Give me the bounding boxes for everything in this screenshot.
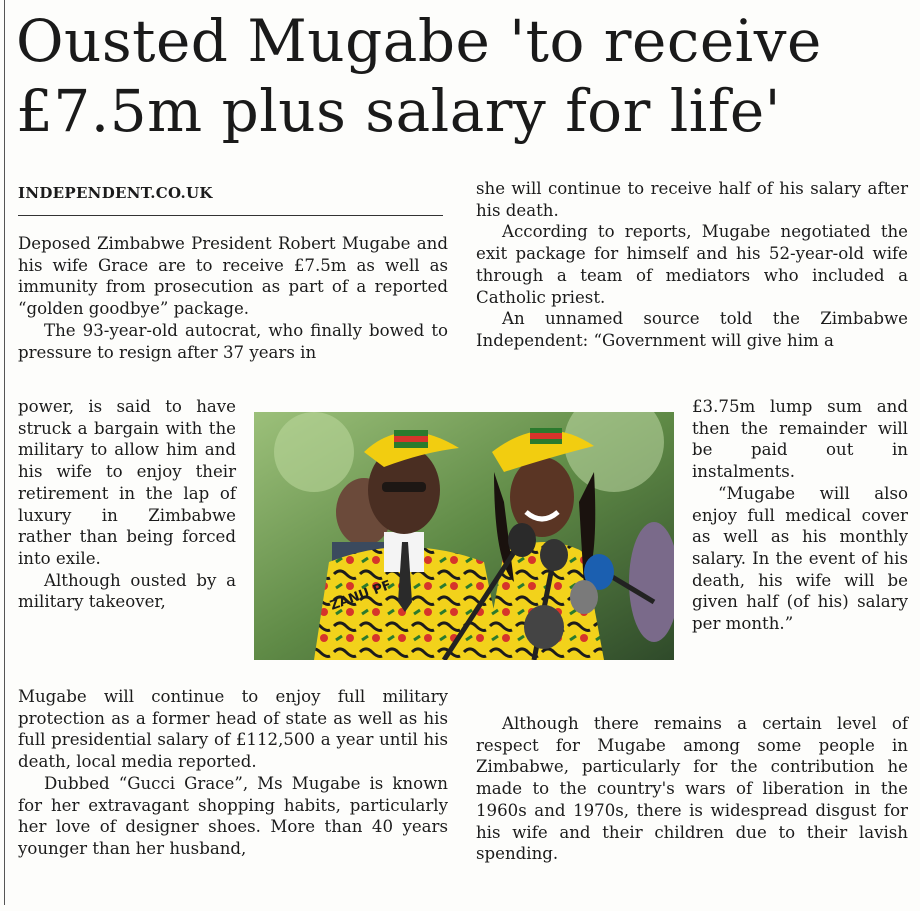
- source-label: INDEPENDENT.CO.UK: [18, 184, 213, 202]
- paragraph: Although ousted by a military takeover,: [18, 570, 236, 612]
- right-column-top: [476, 178, 908, 352]
- left-column-bottom: [18, 686, 448, 860]
- column-rule: [4, 0, 5, 905]
- paragraph: Although there remains a certain level of respect for Mugabe among some people in Zimbabwe, particularly for the contribution he made to the country's wars of liberation in the 1960s and 1970s, there is widespread disgust for his wife and their children due to their lavish spending.: [476, 714, 908, 864]
- right-column-wrap: [692, 396, 908, 635]
- news-photo: [254, 412, 674, 660]
- headline: Ousted Mugabe 'to receive £7.5m plus salary for life': [16, 7, 822, 145]
- paragraph: Deposed Zimbabwe President Robert Mugabe and his wife Grace are to receive £7.5m as well as immunity from prosecution as part of a reported “golden goodbye” package.: [18, 234, 448, 319]
- left-column-top: [18, 233, 448, 363]
- left-column-wrap: [18, 396, 236, 613]
- paragraph: Mugabe will continue to enjoy full military protection as a former head of state as well as his full presidential salary of £112,500 a year until his death, local media reported.: [18, 687, 448, 772]
- paragraph: The 93-year-old autocrat, who finally bowed to pressure to resign after 37 years in: [18, 320, 448, 362]
- paragraph: According to reports, Mugabe negotiated the exit package for himself and his 52-year-old wife through a team of mediators who included a Catholic priest.: [476, 222, 908, 307]
- photo-illustration: [254, 412, 674, 660]
- paragraph: “Mugabe will also enjoy full medical cover as well as his monthly salary. In the event of his death, his wife will be given half (of his) salary per month.”: [692, 483, 908, 634]
- paragraph: power, is said to have struck a bargain with the military to allow him and his wife to enjoy their retirement in the lap of luxury in Zimbabwe rather than being forced into exile.: [18, 397, 236, 568]
- shirt-text: ZANU PF: [328, 577, 394, 614]
- paragraph: £3.75m lump sum and then the remainder will be paid out in instalments.: [692, 397, 908, 482]
- paragraph: she will continue to receive half of his salary after his death.: [476, 179, 908, 220]
- source-divider: [18, 215, 443, 216]
- paragraph: An unnamed source told the Zimbabwe Independent: “Government will give him a: [476, 309, 908, 350]
- paragraph: Dubbed “Gucci Grace”, Ms Mugabe is known for her extravagant shopping habits, particularly her love of designer shoes. More than 40 years younger than her husband,: [18, 773, 448, 858]
- right-column-bottom: [476, 713, 908, 865]
